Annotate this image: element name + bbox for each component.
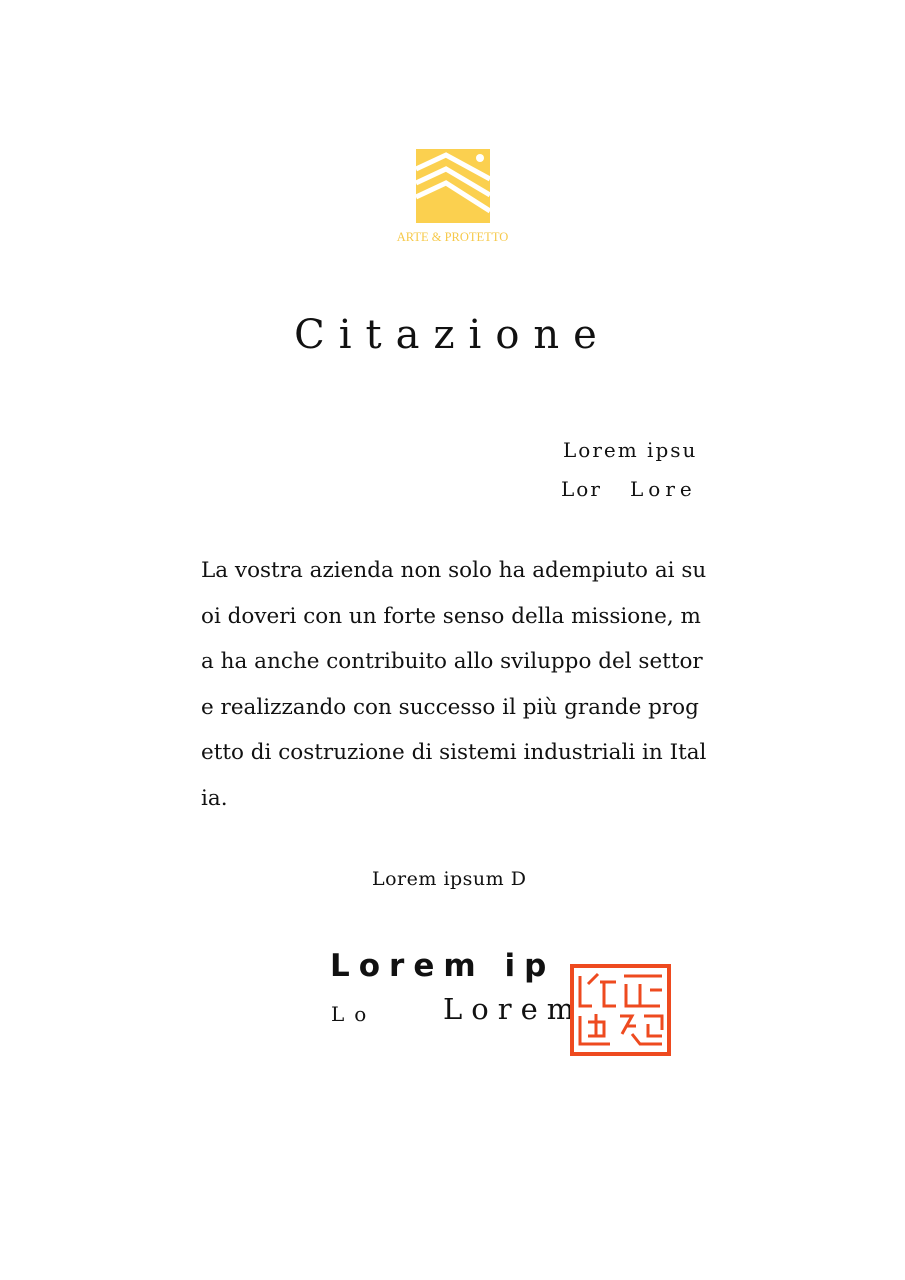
recipient-line-1: Lorem ipsu <box>563 438 698 462</box>
brand-name: ARTE & PROTETTO <box>396 230 509 244</box>
recipient-line-2b: Lore <box>630 477 697 501</box>
citation-body: La vostra azienda non solo ha adempiuto ai suoi doveri con un forte senso della missione, ma ha anche contribuito allo sviluppo del settore realizzando con successo il più grande progetto di costruzione di sistemi industriali in Italia. <box>201 558 707 811</box>
red-seal-stamp-icon <box>570 964 671 1056</box>
date: Lorem ipsum D <box>372 868 527 890</box>
signature-title: Lorem <box>443 992 584 1026</box>
signature-name: Lorem ip <box>330 948 556 984</box>
page-title: Citazione <box>294 312 611 358</box>
signature-role: Lo <box>331 1002 377 1026</box>
company-logo-icon <box>416 149 490 223</box>
recipient-line-2a: Lor <box>561 477 602 501</box>
